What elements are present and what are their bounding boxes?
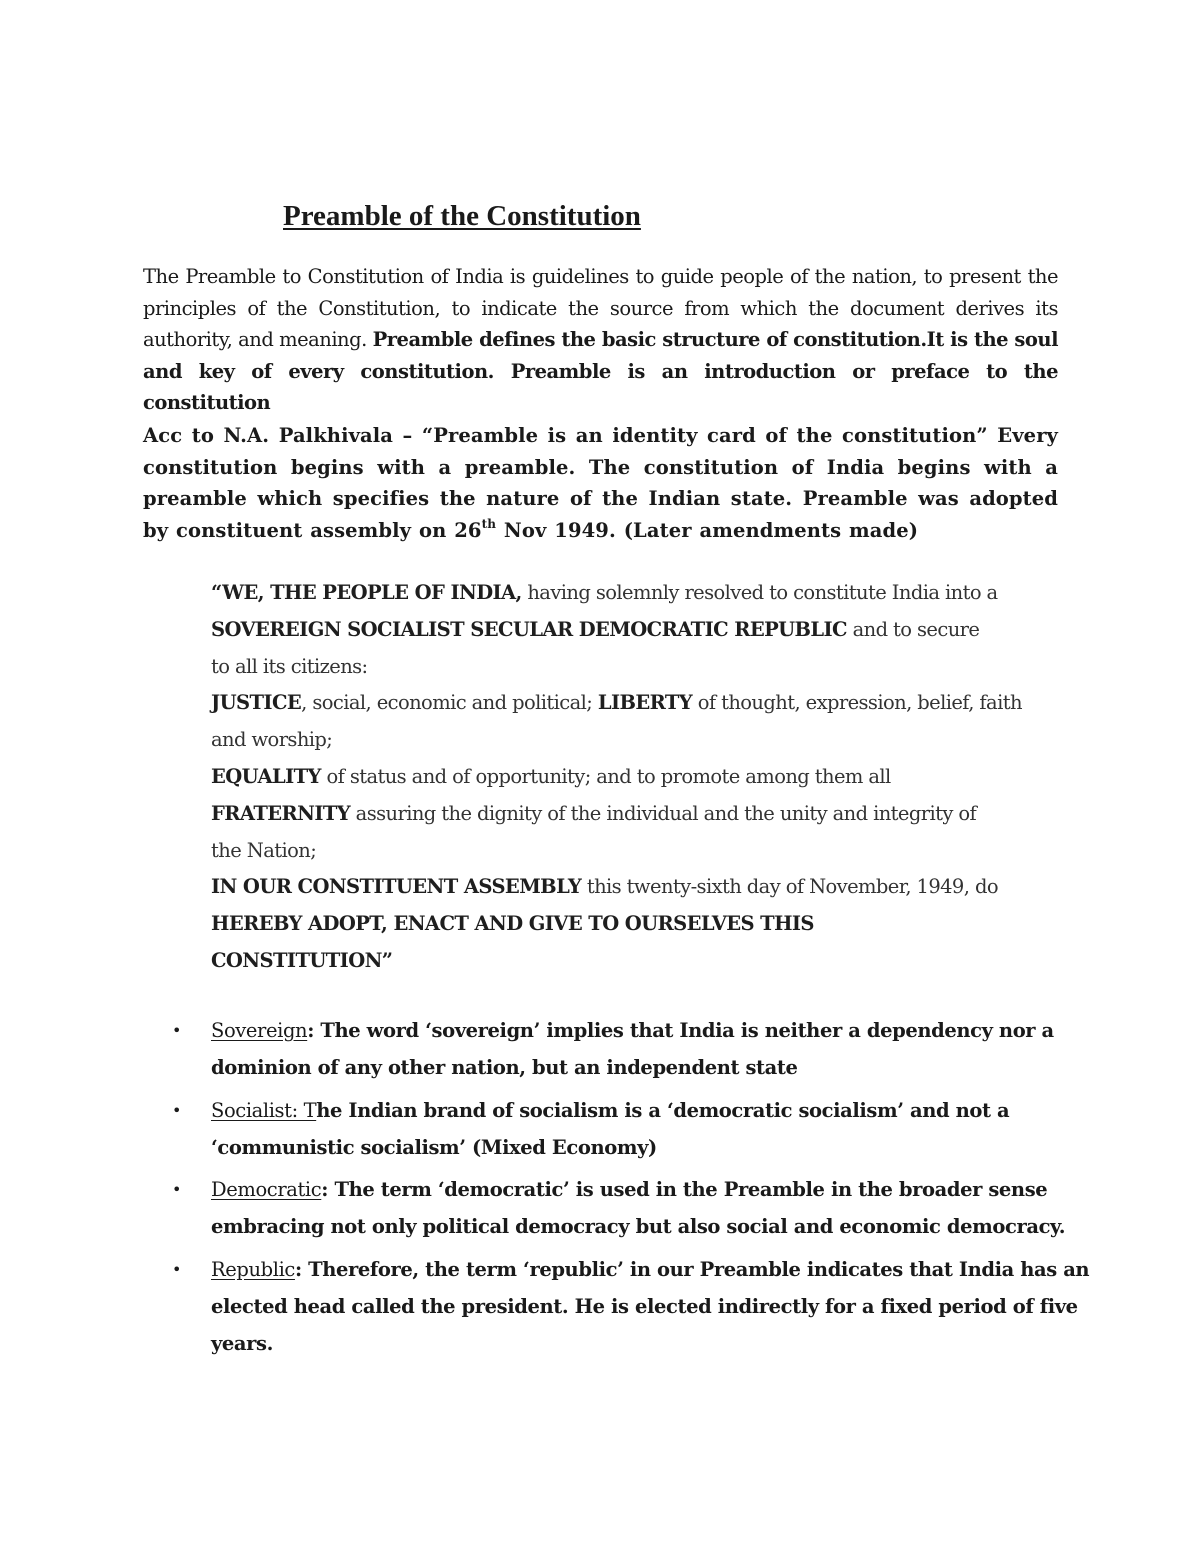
palkhivala-paragraph xyxy=(143,420,1058,546)
list-item-line: ‘communistic socialism’ (Mixed Economy) xyxy=(211,1135,657,1159)
preamble-emphasis: HEREBY ADOPT, ENACT AND GIVE TO OURSELVES THIS xyxy=(211,912,814,936)
preamble-line xyxy=(211,943,1071,980)
preamble-line xyxy=(211,722,1071,759)
list-item-line xyxy=(211,1251,1090,1288)
list-item-democratic xyxy=(172,1171,1072,1245)
preamble-text: and to secure xyxy=(846,617,980,641)
intro-bold-text: Preamble defines the basic structure of constitution.It is the soul and key of every constitution. Preamble is an introduction or preface to the constitution xyxy=(143,328,1058,414)
preamble-line xyxy=(211,869,1071,906)
term-label: Republic xyxy=(211,1257,295,1281)
preamble-text: assuring the dignity of the individual and the unity and integrity of xyxy=(350,801,977,825)
preamble-line xyxy=(211,649,1071,686)
list-item-sovereign xyxy=(172,1012,1072,1086)
preamble-line xyxy=(211,759,1071,796)
term-description: Therefore, the term ‘republic’ in our Preamble indicates that India has an xyxy=(308,1257,1090,1281)
term-separator: : xyxy=(321,1178,335,1201)
preamble-line xyxy=(211,906,1071,943)
preamble-emphasis: SOVEREIGN SOCIALIST SECULAR DEMOCRATIC REPUBLIC xyxy=(211,617,847,641)
preamble-emphasis: JUSTICE xyxy=(211,691,302,715)
intro-plain-text: The Preamble to Constitution of India is guidelines to guide people of the nation, to present the principles of the Constitution, to indicate the source from which the document derives its authority, and meaning. xyxy=(143,265,1058,351)
preamble-emphasis: “WE, THE PEOPLE OF INDIA, xyxy=(211,581,522,604)
preamble-emphasis: IN OUR CONSTITUENT ASSEMBLY xyxy=(211,875,582,899)
list-item-line: elected head called the president. He is elected indirectly for a fixed period of five xyxy=(211,1294,1078,1318)
list-item-line: years. xyxy=(211,1331,274,1355)
palkhivala-text-end: Nov 1949. (Later amendments made) xyxy=(496,518,919,542)
list-item-socialist xyxy=(172,1092,1072,1166)
date-superscript: th xyxy=(481,516,497,531)
term-description: he Indian brand of socialism is a ‘democratic socialism’ and not a xyxy=(316,1098,1010,1122)
bullet-icon: • xyxy=(172,1180,182,1199)
bullet-icon: • xyxy=(172,1021,182,1040)
palkhivala-text: Acc to N.A. Palkhivala – “Preamble is an identity card of the constitution” Every constitution begins with a preamble. The constitution of India begins with a preamble which specifies the nature of the Indian state. Preamble was adopted by constituent assembly on 26 xyxy=(143,424,1058,542)
term-description: The term ‘democratic’ is used in the Preamble in the broader sense xyxy=(334,1178,1048,1201)
preamble-line xyxy=(211,575,1071,612)
term-label: Socialist: T xyxy=(211,1098,317,1122)
term-label: Sovereign xyxy=(211,1019,308,1042)
preamble-text: , social, economic and political; xyxy=(301,691,598,715)
list-item-line: dominion of any other nation, but an independent state xyxy=(211,1056,798,1079)
preamble-emphasis: FRATERNITY xyxy=(211,801,351,825)
preamble-text: having solemnly resolved to constitute India into a xyxy=(521,581,998,604)
list-item-line xyxy=(211,1012,1072,1049)
preamble-line xyxy=(211,833,1071,870)
list-item-republic xyxy=(172,1251,1090,1362)
term-label: Democratic xyxy=(211,1178,322,1201)
preamble-terms-list xyxy=(172,1012,1090,1367)
list-item-line xyxy=(211,1092,1072,1129)
preamble-line xyxy=(211,685,1071,722)
preamble-emphasis: LIBERTY xyxy=(597,691,693,715)
preamble-emphasis: CONSTITUTION” xyxy=(211,948,393,972)
list-item-line: embracing not only political democracy but also social and economic democracy. xyxy=(211,1215,1066,1238)
preamble-text: and worship; xyxy=(211,728,333,752)
preamble-text: of thought, expression, belief, faith xyxy=(692,691,1022,715)
list-item-line xyxy=(211,1171,1072,1208)
bullet-icon: • xyxy=(172,1100,182,1120)
preamble-text: of status and of opportunity; and to promote among them all xyxy=(320,764,891,788)
term-separator: : xyxy=(307,1019,321,1042)
preamble-text: to all its citizens: xyxy=(211,654,368,678)
preamble-line xyxy=(211,612,1071,649)
preamble-emphasis: EQUALITY xyxy=(211,764,321,788)
preamble-line xyxy=(211,796,1071,833)
term-separator: : xyxy=(294,1257,309,1281)
preamble-text: this twenty-sixth day of November, 1949, do xyxy=(581,875,998,899)
term-description: The word ‘sovereign’ implies that India is neither a dependency nor a xyxy=(320,1019,1054,1042)
intro-paragraph xyxy=(143,261,1058,419)
preamble-text: the Nation; xyxy=(211,838,317,862)
page-title: Preamble of the Constitution xyxy=(283,200,641,232)
preamble-quote xyxy=(211,575,1071,980)
bullet-icon: • xyxy=(172,1259,182,1279)
